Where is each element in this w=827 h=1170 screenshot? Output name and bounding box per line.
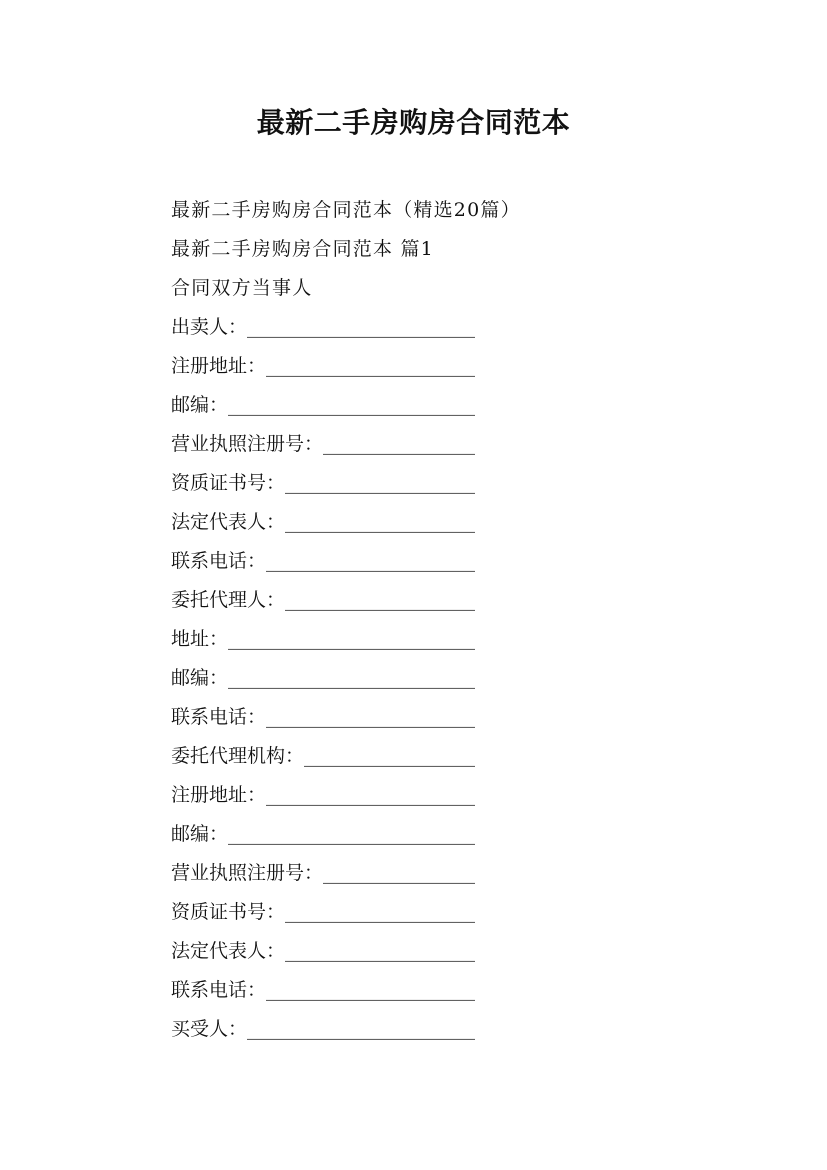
agent-address-field: 地址：__________________________ [171,628,476,650]
parties-heading: 合同双方当事人 [171,277,313,299]
buyer-field: 买受人：________________________ [171,1018,476,1040]
seller-legal-rep-field: 法定代表人：____________________ [171,511,476,533]
agency-legal-rep-field: 法定代表人：____________________ [171,940,476,962]
agency-qualification-field: 资质证书号：____________________ [171,901,476,923]
agent-field: 委托代理人：____________________ [171,589,476,611]
section-heading: 最新二手房购房合同范本 篇1 [171,238,434,260]
page-title: 最新二手房购房合同范本 [256,106,571,139]
seller-license-field: 营业执照注册号：________________ [171,433,476,455]
seller-qualification-field: 资质证书号：____________________ [171,472,476,494]
seller-field: 出卖人：________________________ [171,316,476,338]
agent-postcode-field: 邮编：__________________________ [171,667,476,689]
document-body [171,191,691,1049]
agency-license-field: 营业执照注册号：________________ [171,862,476,884]
agency-field: 委托代理机构：__________________ [171,745,476,767]
seller-address-field: 注册地址：______________________ [171,355,476,377]
agency-phone-field: 联系电话：______________________ [171,979,476,1001]
subtitle: 最新二手房购房合同范本（精选20篇） [171,199,521,221]
seller-postcode-field: 邮编：__________________________ [171,394,476,416]
agency-address-field: 注册地址：______________________ [171,784,476,806]
seller-phone-field: 联系电话：______________________ [171,550,476,572]
agency-postcode-field: 邮编：__________________________ [171,823,476,845]
agent-phone-field: 联系电话：______________________ [171,706,476,728]
